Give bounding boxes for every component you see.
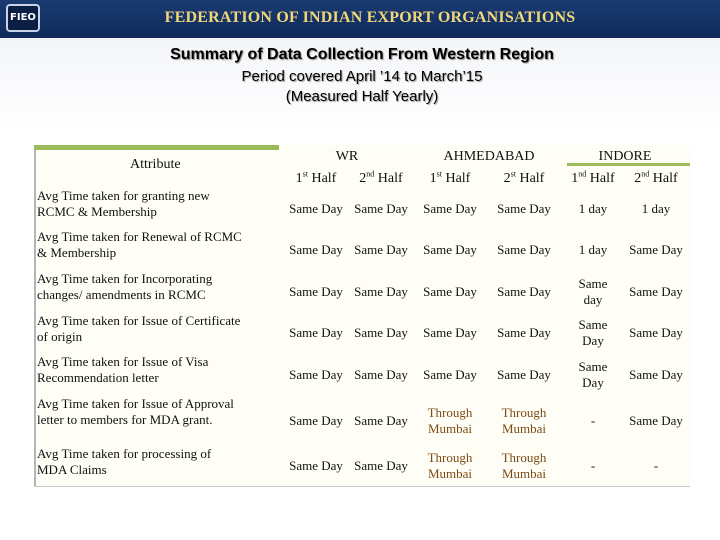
- half-word: Half: [649, 171, 678, 186]
- attribute-header: Attribute: [130, 157, 181, 172]
- table-cell: -: [653, 458, 659, 473]
- table-cell: Day: [582, 333, 604, 348]
- half-ordinal: nd: [366, 169, 375, 179]
- table-cell: Same Day: [629, 325, 683, 340]
- table-cell: Same Day: [497, 284, 551, 299]
- attribute-label: Recommendation letter: [37, 370, 159, 385]
- group-header: INDORE: [598, 149, 652, 164]
- table-cell: Same Day: [423, 201, 477, 216]
- table-cell: Same Day: [423, 367, 477, 382]
- table-cell: Same Day: [354, 325, 408, 340]
- table-cell: 1 day: [578, 201, 608, 216]
- table-cell: Same Day: [289, 284, 343, 299]
- half-ordinal: st: [436, 169, 442, 179]
- half-number: 2: [359, 171, 367, 186]
- table-cell: -: [590, 458, 596, 473]
- header-accent-left: [34, 145, 279, 150]
- document-title: Summary of Data Collection From Western Region: [170, 46, 554, 63]
- half-word: Half: [374, 171, 403, 186]
- table-cell: Same: [578, 276, 608, 291]
- attribute-label: letter to members for MDA grant.: [37, 412, 213, 427]
- table-cell: Through: [427, 405, 473, 420]
- attribute-label: Avg Time taken for Issue of Certificate: [37, 313, 241, 328]
- measurement-note: (Measured Half Yearly): [285, 88, 439, 105]
- attribute-label: Avg Time taken for Issue of Approval: [37, 396, 234, 411]
- table-cell: Same Day: [354, 367, 408, 382]
- attribute-label: Avg Time taken for processing of: [37, 446, 212, 461]
- table-cell: Same Day: [497, 367, 551, 382]
- half-header: [410, 171, 490, 186]
- table-cell: Same Day: [497, 242, 551, 257]
- half-ordinal: nd: [641, 169, 650, 179]
- table-cell: Mumbai: [427, 421, 473, 436]
- table-cell: Same Day: [497, 325, 551, 340]
- organisation-name: FEDERATION OF INDIAN EXPORT ORGANISATIONS: [164, 9, 576, 26]
- table-cell: Same Day: [423, 242, 477, 257]
- table-cell: Same Day: [289, 242, 343, 257]
- half-number: 2: [634, 171, 642, 186]
- title-bar: [0, 0, 720, 38]
- table-cell: Through: [427, 450, 473, 465]
- table-cell: Day: [582, 375, 604, 390]
- half-ordinal: st: [302, 169, 308, 179]
- table-cell: Same Day: [354, 284, 408, 299]
- attribute-label: Avg Time taken for Issue of Visa: [37, 354, 209, 369]
- table-cell: Through: [501, 405, 547, 420]
- attribute-label: changes/ amendments in RCMC: [37, 287, 206, 302]
- table-cell: 1 day: [641, 201, 671, 216]
- table-cell: Same Day: [289, 367, 343, 382]
- table-cell: -: [590, 413, 596, 428]
- half-number: 1: [429, 171, 437, 186]
- attribute-label: Avg Time taken for Incorporating: [37, 271, 213, 286]
- half-number: 1: [571, 171, 579, 186]
- table-cell: Same Day: [629, 367, 683, 382]
- table-cell: Same Day: [423, 284, 477, 299]
- table-cell: Mumbai: [427, 466, 473, 481]
- half-header: [616, 171, 696, 186]
- attribute-label: Avg Time taken for granting new: [37, 188, 210, 203]
- table-cell: 1 day: [578, 242, 608, 257]
- table-cell: Same Day: [629, 242, 683, 257]
- attribute-label: RCMC & Membership: [37, 204, 157, 219]
- attribute-label: MDA Claims: [37, 462, 107, 477]
- table-cell: Same Day: [354, 201, 408, 216]
- table-cell: Same Day: [289, 413, 343, 428]
- group-header: AHMEDABAD: [443, 149, 535, 164]
- table-cell: Mumbai: [501, 421, 547, 436]
- group-header: WR: [335, 149, 359, 164]
- half-ordinal: st: [510, 169, 516, 179]
- table-cell: Same Day: [289, 201, 343, 216]
- table-cell: Same: [578, 317, 608, 332]
- table-cell: Same Day: [289, 458, 343, 473]
- table-cell: Same Day: [423, 325, 477, 340]
- period-covered: Period covered April ’14 to March’15: [241, 68, 483, 85]
- table-bottom-border: [34, 486, 690, 487]
- table-cell: Same Day: [289, 325, 343, 340]
- attribute-label: of origin: [37, 329, 83, 344]
- table-cell: Same: [578, 359, 608, 374]
- half-ordinal: nd: [578, 169, 587, 179]
- half-header: [341, 171, 421, 186]
- half-number: 2: [503, 171, 511, 186]
- table-cell: day: [583, 292, 603, 307]
- half-word: Half: [307, 171, 337, 186]
- half-number: 1: [295, 171, 303, 186]
- table-cell: Through: [501, 450, 547, 465]
- table-cell: Same Day: [497, 201, 551, 216]
- half-header: [484, 171, 564, 186]
- attribute-label: Avg Time taken for Renewal of RCMC: [37, 229, 242, 244]
- table-cell: Same Day: [629, 284, 683, 299]
- attribute-label: & Membership: [37, 245, 117, 260]
- fieo-logo: FIEO: [6, 4, 40, 32]
- table-cell: Same Day: [354, 413, 408, 428]
- half-word: Half: [441, 171, 471, 186]
- table-left-border: [34, 150, 36, 487]
- table-cell: Mumbai: [501, 466, 547, 481]
- half-word: Half: [586, 171, 615, 186]
- table-cell: Same Day: [629, 413, 683, 428]
- table-cell: Same Day: [354, 458, 408, 473]
- table-cell: Same Day: [354, 242, 408, 257]
- half-word: Half: [515, 171, 545, 186]
